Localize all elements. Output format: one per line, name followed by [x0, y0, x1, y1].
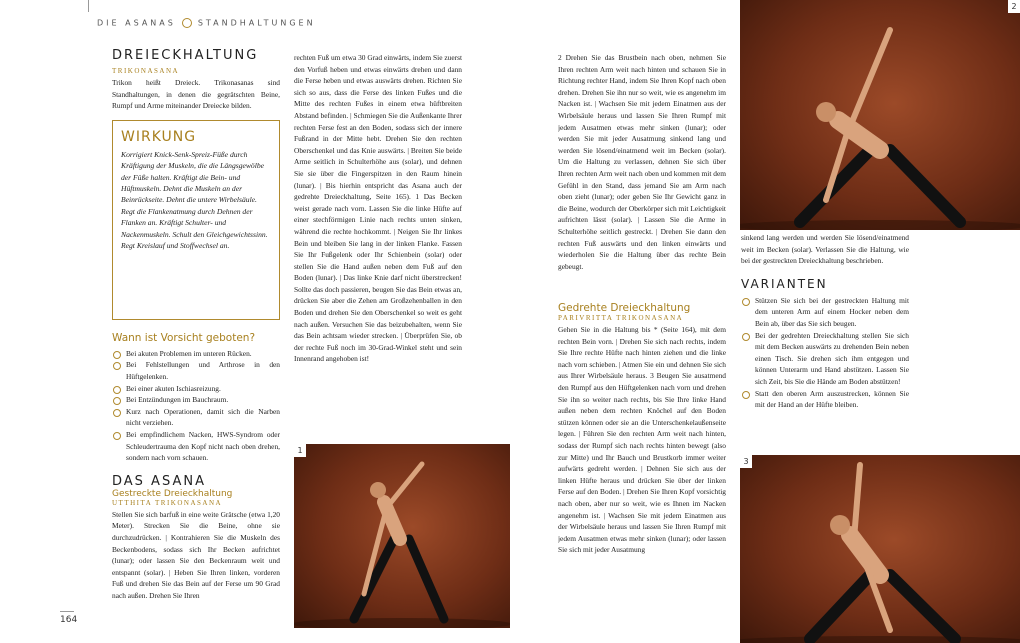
variant-item: Bei der gedrehten Dreieckhaltung stellen Sie sich mit dem Becken auswärts zu drehenden Bein neben einen Tisch. Sie drehen sich ihm entgegen und können Unterarm und Hand abstützen. Lassen Sie sich Zeit, bis Sie die Hände am Boden abstützen!	[741, 330, 909, 388]
right-column-2	[741, 232, 909, 411]
photo-3	[740, 455, 1020, 643]
running-head-subsection: STANDHALTUNGEN	[197, 18, 316, 28]
caution-item: Kurz nach Operationen, damit sich die Narben nicht verziehen.	[112, 406, 280, 429]
effect-box	[112, 120, 280, 320]
caution-item: Bei akuten Problemen im unteren Rücken.	[112, 348, 280, 360]
yoga-figure-1	[294, 444, 510, 628]
caution-list	[112, 348, 280, 464]
right-col1-text-b: Gehen Sie in die Haltung bis * (Seite 164), mit dem rechten Bein vorn. | Drehen Sie sich nach rechts, indem Sie Ihre rechte Hüfte nach hinten ziehen und die linke nach vorn schieben. | Atmen Sie ein und dehnen Sie sich aus Ihrer Wirbelsäule heraus. 3 Beugen Sie ausatmend den Rumpf aus den Hüftgelenken nach vorn und drehen Sie ihn so weiter nach rechts, bis Sie Ihre linke Hand außen neben dem rechten Knöchel auf den Boden stützen können oder sie an die Unterschenkelaußenseite legen. | Führen Sie den rechten Arm weit nach hinten, sodass der Rumpf sich nach rechts hinten bewegt (also zur Mitte) und Ihr Bauch und Brustkorb immer weiter aufwärts gedreht werden. | Dehnen Sie sich aus der linken Hüfte heraus und drücken Sie über der linken Ferse auf den Boden. | Drehen Sie Ihren Kopf vorsichtig nach oben, aber nur so weit, wie es Ihnen im Nacken angenehm ist. | Wachsen Sie mit jedem Einatmen aus der Wirbelsäule heraus und lassen Sie Ihren Rumpf mit jedem Ausatmen etwas mehr sinken (lunar); oder lassen Sie sich mit jeder Ausatmung	[558, 325, 726, 555]
photo-2-label: 2	[1008, 0, 1020, 13]
right-page	[510, 0, 1020, 643]
photo-1	[294, 444, 510, 628]
asana-title: DAS ASANA	[112, 473, 206, 489]
caution-item: Bei Entzündungen im Bauchraum.	[112, 394, 280, 406]
yoga-figure-2	[740, 0, 1020, 230]
effect-title: WIRKUNG	[121, 128, 197, 145]
sanskrit-name: TRIKONASANA	[112, 67, 180, 75]
variants-title: VARIANTEN	[741, 276, 828, 291]
page-number-rule	[60, 611, 74, 612]
caution-title: Wann ist Vorsicht geboten?	[112, 331, 256, 344]
sub-title: Gedrehte Dreieckhaltung	[558, 302, 691, 314]
photo-2	[740, 0, 1020, 230]
variants-list	[741, 295, 909, 411]
right-col1-text: 2 Drehen Sie das Brustbein nach oben, nehmen Sie Ihren rechten Arm weit nach hinten und schauen Sie in Richtung rechter Hand, indem Sie Ihren Kopf nach oben drehen. Drehen Sie ihn nur so weit, wie es angenehm im Nacken ist. | Wachsen Sie mit jedem Einatmen aus der Wirbelsäule heraus und lassen Sie Ihren Rumpf mit jedem Ausatmen etwas mehr sinken (lunar); oder werden Sie mit jeder Ausatmung sinkend lang und werden Sie lösend/einatmend weit im Becken (solar). Um die Haltung zu verlassen, dehnen Sie sich über Ihren rechten Arm weit nach oben und kommen mit dem Gefühl in den Stand, dass jemand Sie am Arm nach oben zieht (lunar); oder geben Sie Ihr Gewicht ganz in die Beine, wodurch der Oberkörper sich mit Leichtigkeit aufrichten lässt (solar). | Lassen Sie die Arme in Schulterhöhe seitlich gestreckt. | Drehen Sie dann den rechten Fuß auswärts und den linken einwärts und wiederholen Sie die Haltung über das rechte Bein gebeugt.	[558, 53, 726, 271]
variant-item: Statt den oberen Arm auszustrecken, können Sie mit der Hand an der Hüfte bleiben.	[741, 388, 909, 411]
yoga-figure-3	[740, 455, 1020, 643]
running-head-section: DIE ASANAS	[97, 18, 176, 28]
ornament-icon	[182, 18, 192, 28]
photo-3-label: 3	[740, 455, 752, 468]
left-column-1	[112, 48, 280, 605]
asana-subtitle: Gestreckte Dreieckhaltung	[112, 488, 233, 499]
right-col2-text: sinkend lang werden und werden Sie lösend/einatmend weit im Becken (solar). Verlassen Sie die Haltung, wie bei der gestreckten Dreieckhaltung beschrieben.	[741, 233, 909, 266]
photo-1-label: 1	[294, 444, 306, 457]
intro-text: Trikon heißt Dreieck. Trikonasanas sind Standhaltungen, in denen die gegrätschten Beine, Rumpf und Arme miteinander Dreiecke bilden.	[112, 78, 280, 111]
asana-text-col2: rechten Fuß um etwa 30 Grad einwärts, indem Sie zuerst den Vorfuß heben und etwas einwärts drehen und dann die Ferse heben und etwas auswärts drehen. Richten Sie sich so aus, dass die Ferse des linken Fußes und die Mitte des rechten Fußes in einem etwa hüftbreiten Abstand befinden. | Schmiegen Sie die Außenkante Ihrer rechten Ferse fest an den Boden, sodass sich der innere Fußrand in der Mitte hebt. Drehen Sie den rechten Oberschenkel und das Knie auswärts. | Breiten Sie beide Arme seitlich in Schulterhöhe aus (solar), und dehnen Sie sie über die Fingerspitzen in den Raum hinein (lunar). | Bis hierhin entspricht das Asana auch der gedrehte Dreieckhaltung, Seite 165). 1 Das Becken weist gerade nach vorn. Lassen Sie die linke Hüfte auf einer stechförmigen Linie nach rechts unten sinken, während die rechte hochkommt. | Neigen Sie Ihr linkes Bein und bleiben Sie lang in der linken Flanke. Fassen Sie Ihr Fußgelenk oder Ihr Schienbein (solar) oder stellen Sie die Hand außen neben dem Fuß auf den Boden (lunar). | Das linke Knie darf nicht überstrecken! Sollte das doch passieren, beugen Sie das Bein etwas an, drücken Sie aber die Zehen am Großzehenballen in den Boden und drehen Sie den Oberschenkel so weit es geht nach außen. Versuchen Sie das beizubehalten, wenn Sie das Bein achtsam wieder strecken. | Überprüfen Sie, ob der rechte Fuß noch im 30-Grad-Winkel steht und sein Innenrand angehoben ist!	[294, 53, 462, 364]
asana-sanskrit: UTTHITA TRIKONASANA	[112, 498, 223, 507]
caution-item: Bei empfindlichem Nacken, HWS-Syndrom oder Schleudertrauma den Kopf nicht nach oben drehen, sondern nach vorn schauen.	[112, 429, 280, 464]
right-column-1	[558, 52, 726, 586]
effect-text: Korrigiert Knick-Senk-Spreiz-Füße durch Kräftigung der Muskeln, die die Längsgewölbe der Füße halten. Kräftigt die Bein- und Hüftmuskeln. Dehnt die Muskeln an der Beinrückseite. Dehnt die untere Wirbelsäule. Regt die Flankenatmung durch Dehnen der Flanken an. Kräftigt Schulter- und Nackenmuskeln. Schult den Gleichgewichtssinn. Regt Kreislauf und Stoffwechsel an.	[121, 149, 268, 251]
running-head	[97, 18, 316, 28]
caution-item: Bei Fehlstellungen und Arthrose in den Hüftgelenken.	[112, 359, 280, 382]
variant-item: Stützen Sie sich bei der gestreckten Haltung mit dem unteren Arm auf einem Hocker neben dem Bein ab, über das Sie sich beugen.	[741, 295, 909, 330]
margin-rule	[88, 0, 89, 12]
caution-item: Bei einer akuten Ischiasreizung.	[112, 383, 280, 395]
asana-text-col1: Stellen Sie sich barfuß in eine weite Grätsche (etwa 1,20 Meter). Strecken Sie die Beine, ohne sie durchzudrücken. | Kontrahieren Sie die Muskeln des Beckenbodens, sodass sich Ihr Becken aufrichtet (lunar); oder lassen Sie den Beckenraum weit und entspannt (solar). | Heben Sie Ihren linken, vorderen Fuß und drehen Sie das Bein auf der Ferse um 90 Grad nach außen. Drehen Sie Ihren	[112, 509, 280, 600]
page-number: 164	[60, 615, 78, 625]
sub-sanskrit: PARIVRITTA TRIKONASANA	[558, 314, 684, 322]
page-title: DREIECKHALTUNG	[112, 48, 259, 63]
